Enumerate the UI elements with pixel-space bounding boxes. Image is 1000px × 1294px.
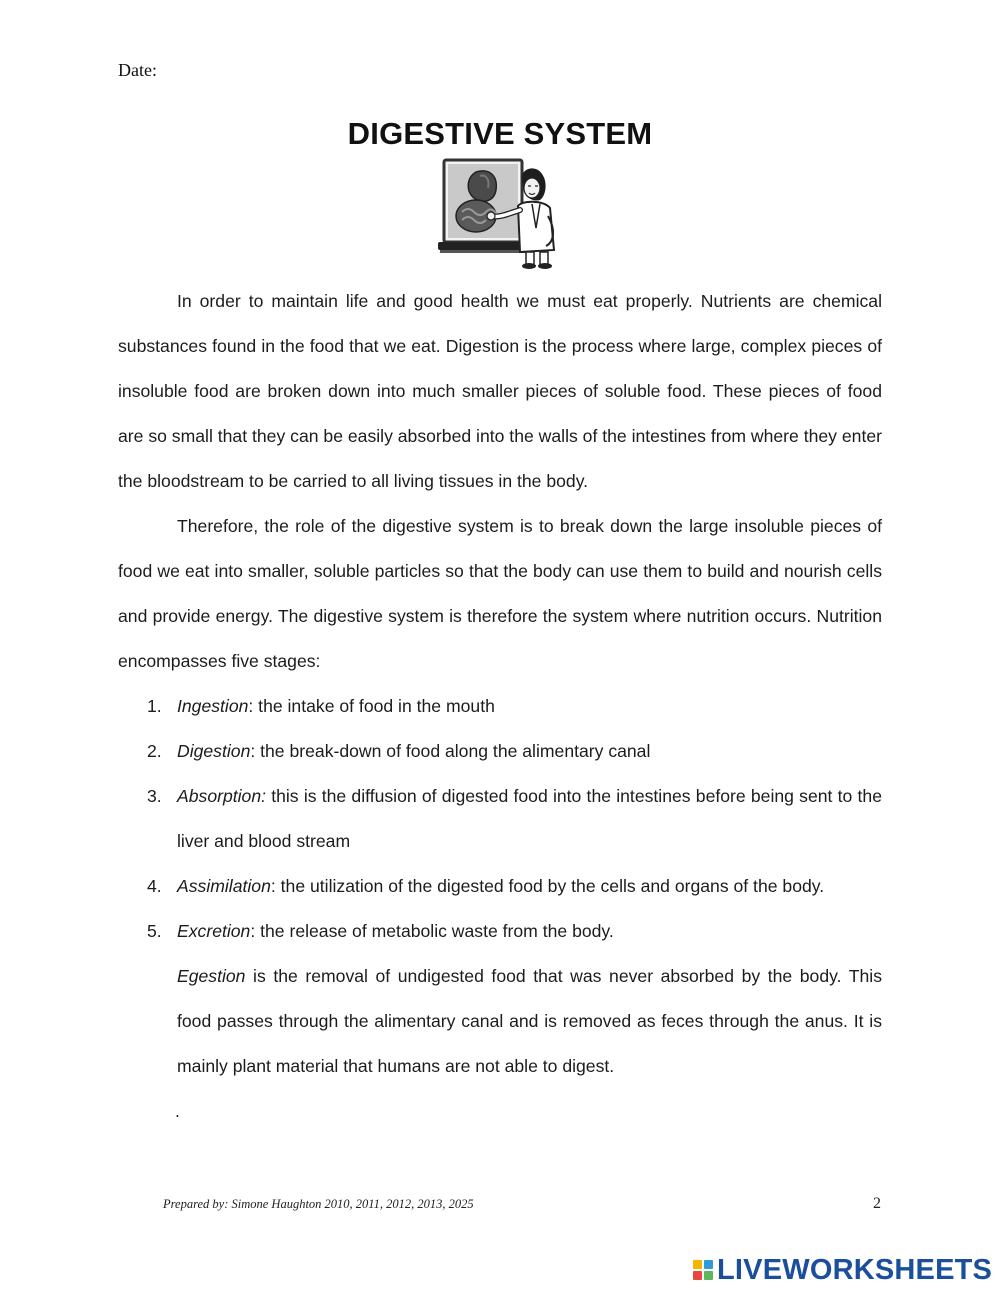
list-number: 1. xyxy=(147,696,162,716)
document-body xyxy=(118,279,882,1134)
brand-name: LIVEWORKSHEETS xyxy=(717,1253,993,1286)
list-number: 3. xyxy=(147,786,162,806)
teacher-digestive-chart-icon xyxy=(436,158,566,270)
brand-blocks-icon xyxy=(693,1260,713,1280)
page-title: DIGESTIVE SYSTEM xyxy=(347,116,653,151)
egestion-paragraph xyxy=(118,954,882,1089)
brand-block xyxy=(704,1271,713,1280)
date-label: Date: xyxy=(118,60,157,80)
list-item xyxy=(118,864,882,909)
role-paragraph: Therefore, the role of the digestive system is to break down the large insoluble pieces of food we eat into smaller, soluble particles so that the body can use them to build and nourish cells and provide energy. The digestive system is therefore the system where nutrition occurs. Nutrition encompasses five stages: xyxy=(118,516,882,671)
list-item xyxy=(118,909,882,954)
stage-description: this is the diffusion of digested food into the intestines before being sent to the liver and blood stream xyxy=(177,786,882,851)
prepared-by-footer: Prepared by: Simone Haughton 2010, 2011, 2012, 2013, 2025 xyxy=(163,1197,474,1211)
list-item xyxy=(118,729,882,774)
brand-block xyxy=(704,1260,713,1269)
list-item xyxy=(118,684,882,729)
stage-description: : the intake of food in the mouth xyxy=(248,696,495,716)
egestion-term: Egestion xyxy=(177,966,246,986)
stage-term: Excretion xyxy=(177,921,251,941)
list-number: 5. xyxy=(147,921,162,941)
page-number: 2 xyxy=(873,1195,881,1212)
egestion-description: is the removal of undigested food that was never absorbed by the body. This food passes through the alimentary canal and is removed as feces through the anus. It is mainly plant material that humans are not able to digest. xyxy=(177,966,882,1076)
brand-block xyxy=(693,1260,702,1269)
stage-term: Digestion xyxy=(177,741,251,761)
list-number: 2. xyxy=(147,741,162,761)
liveworksheets-logo[interactable] xyxy=(693,1255,992,1285)
list-number: 4. xyxy=(147,876,162,896)
intro-paragraph: In order to maintain life and good health we must eat properly. Nutrients are chemical substances found in the food that we eat. Digestion is the process where large, complex pieces of insoluble food are broken down into much smaller pieces of soluble food. These pieces of food are so small that they can be easily absorbed into the walls of the intestines from where they enter the bloodstream to be carried to all living tissues in the body. xyxy=(118,291,882,491)
stage-term: Ingestion xyxy=(177,696,249,716)
trailing-dot: . xyxy=(175,1101,180,1121)
list-item xyxy=(118,774,882,864)
brand-block xyxy=(693,1271,702,1280)
nutrition-stages-list xyxy=(118,684,882,954)
stage-description: : the release of metabolic waste from the body. xyxy=(250,921,614,941)
stage-description: : the break-down of food along the alimentary canal xyxy=(250,741,651,761)
stage-term: Absorption: xyxy=(177,786,266,806)
stage-term: Assimilation xyxy=(177,876,271,896)
stage-description: : the utilization of the digested food by the cells and organs of the body. xyxy=(270,876,825,896)
